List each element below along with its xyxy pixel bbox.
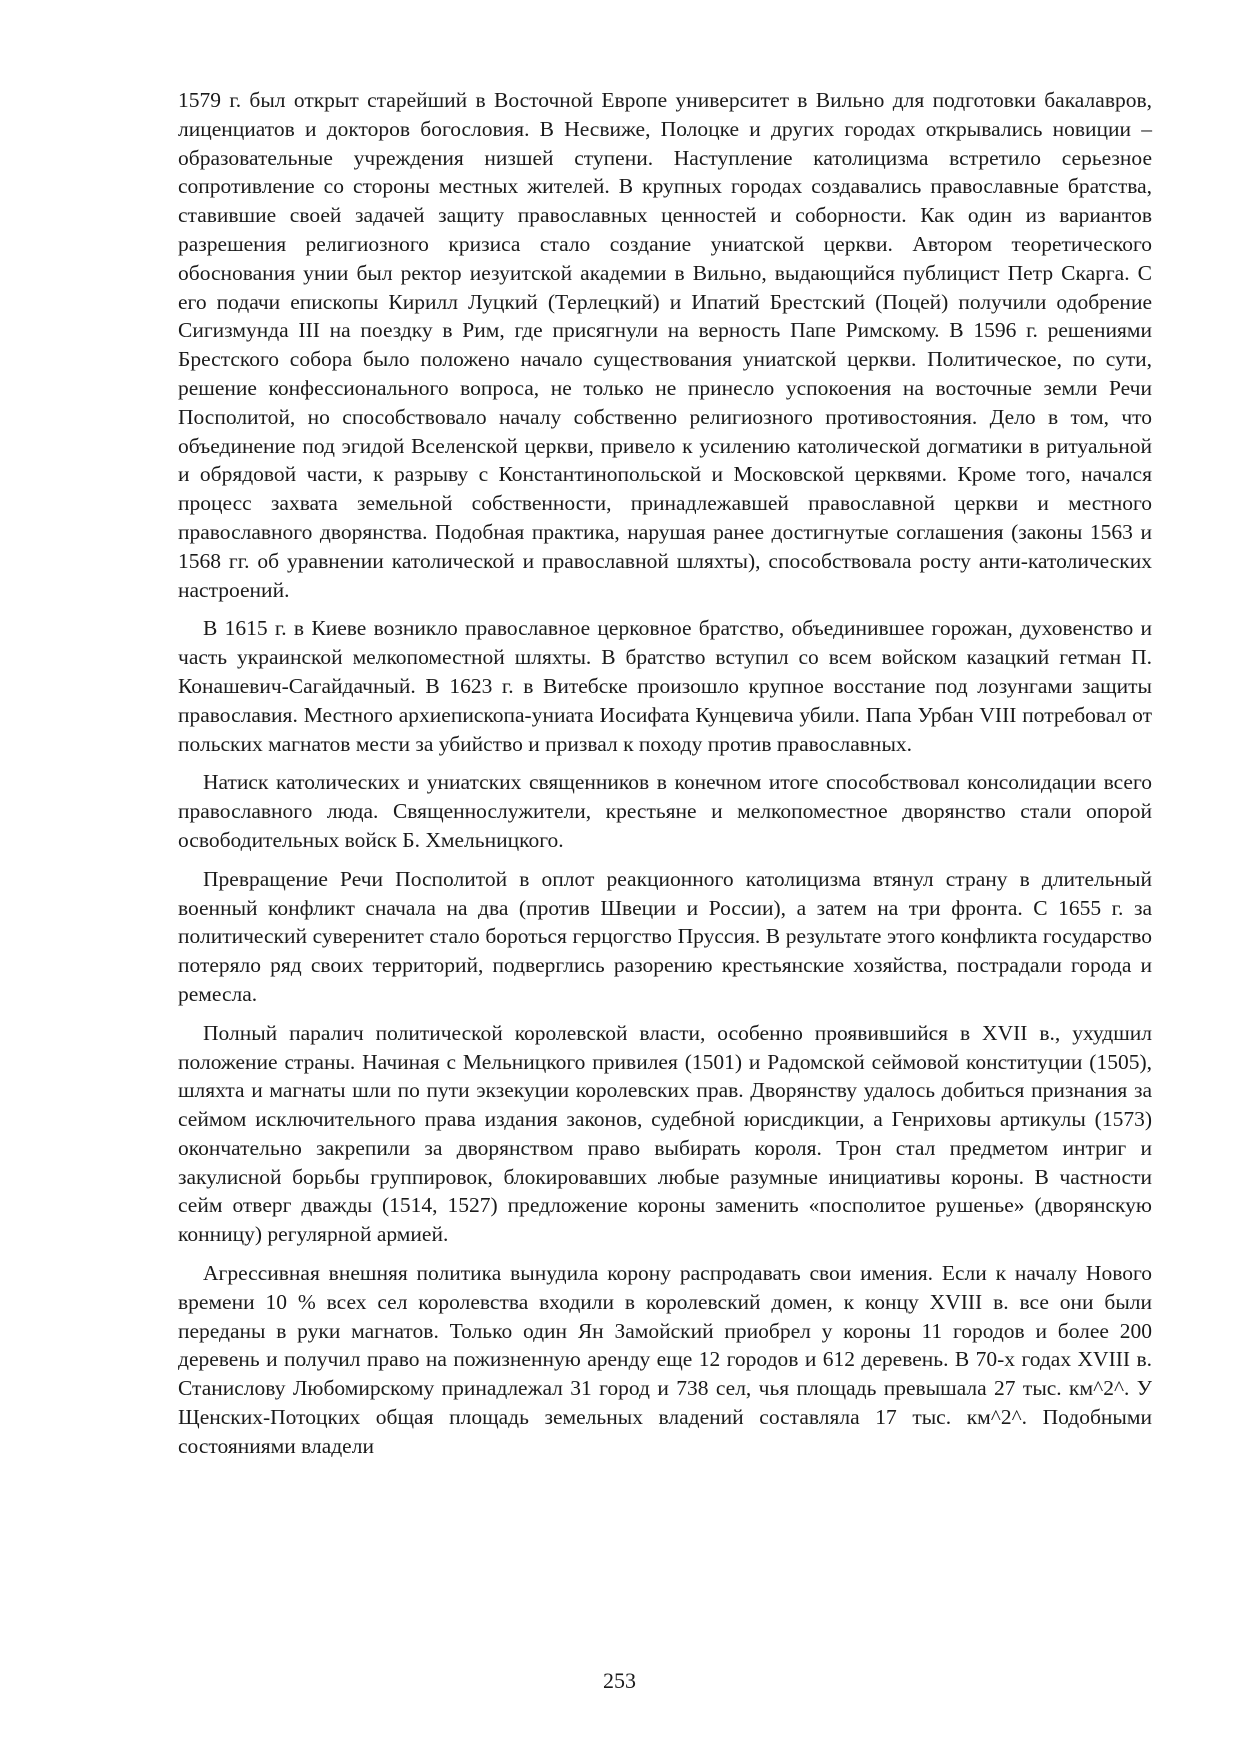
- page-body: [178, 86, 1152, 1471]
- paragraph-5: Полный паралич политической королевской власти, особенно проявившийся в XVII в., ухудшил положение страны. Начиная с Мельницкого привилея (1501) и Радомской сеймовой конституции (1505), шляхта и магнаты шли по пути экзекуции королевских прав. Дворянству удалось добиться признания за сеймом исключительного права издания законов, судебной юрисдикции, а Генриховы артикулы (1573) окончательно закрепили за дворянством право выбирать короля. Трон стал предметом интриг и закулисной борьбы группировок, блокировавших любые разумные инициативы короны. В частности сейм отверг дважды (1514, 1527) предложение короны заменить «посполитое рушенье» (дворянскую конницу) регулярной армией.: [178, 1020, 1152, 1247]
- paragraph-6: Агрессивная внешняя политика вынудила корону распродавать свои имения. Если к началу Нового времени 10 % всех сел королевства входили в королевский домен, к концу XVIII в. все они были переданы в руки магнатов. Только один Ян Замойский приобрел у короны 11 городов и более 200 деревень и получил право на пожизненную аренду еще 12 городов и 612 деревень. В 70-х годах XVIII в. Станислову Любомирскому принадлежал 31 город и 738 сел, чья площадь превышала 27 тыс. км^2^. У Щенских-Потоцких общая площадь земельных владений составляла 17 тыс. км^2^. Подобными состояниями владели: [178, 1261, 1152, 1458]
- paragraph-3: Натиск католических и униатских священников в конечном итоге способствовал консолидации всего православного люда. Священнослужители, крестьяне и мелкопоместное дворянство стали опорой освободительных войск Б. Хмельницкого.: [178, 770, 1152, 852]
- paragraph-2: В 1615 г. в Киеве возникло православное церковное братство, объединившее горожан, духовенство и часть украинской мелкопоместной шляхты. В братство вступил со всем войском казацкий гетман П. Конашевич-Сагайдачный. В 1623 г. в Витебске произошло крупное восстание под лозунгами защиты православия. Местного архиепископа-униата Иосифата Кунцевича убили. Папа Урбан VIII потребовал от польских магнатов мести за убийство и призвал к походу против православных.: [178, 616, 1152, 756]
- paragraph-1: 1579 г. был открыт старейший в Восточной Европе университет в Вильно для подготовки бакалавров, лиценциатов и докторов богословия. В Несвиже, Полоцке и других городах открывались новиции – образовательные учреждения низшей ступени. Наступление католицизма встретило серьезное сопротивление со стороны местных жителей. В крупных городах создавались православные братства, ставившие своей задачей защиту православных ценностей и соборности. Как один из вариантов разрешения религиозного кризиса стало создание униатской церкви. Автором теоретического обоснования унии был ректор иезуитской академии в Вильно, выдающийся публицист Петр Скарга. С его подачи епископы Кирилл Луцкий (Терлецкий) и Ипатий Брестский (Поцей) получили одобрение Сигизмунда III на поездку в Рим, где присягнули на верность Папе Римскому. В 1596 г. решениями Брестского собора было положено начало существования униатской церкви. Политическое, по сути, решение конфессионального вопроса, не только не принесло успокоения на восточные земли Речи Посполитой, но способствовало началу собственно религиозного противостояния. Дело в том, что объединение под эгидой Вселенской церкви, привело к усилению католической догматики в ритуальной и обрядовой части, к разрыву с Константинопольской и Московской церквями. Кроме того, начался процесс захвата земельной собственности, принадлежавшей православной церкви и местного православного дворянства. Подобная практика, нарушая ранее достигнутые соглашения (законы 1563 и 1568 гг. об уравнении католической и православной шляхты), способствовала росту анти-католических настроений.: [178, 88, 1152, 602]
- page-number: 253: [603, 1668, 636, 1693]
- paragraph-4: Превращение Речи Посполитой в оплот реакционного католицизма втянул страну в длительный военный конфликт сначала на два (против Швеции и России), а затем на три фронта. С 1655 г. за политический суверенитет стало бороться герцогство Пруссия. В результате этого конфликта государство потеряло ряд своих территорий, подверглись разорению крестьянские хозяйства, пострадали города и ремесла.: [178, 866, 1152, 1006]
